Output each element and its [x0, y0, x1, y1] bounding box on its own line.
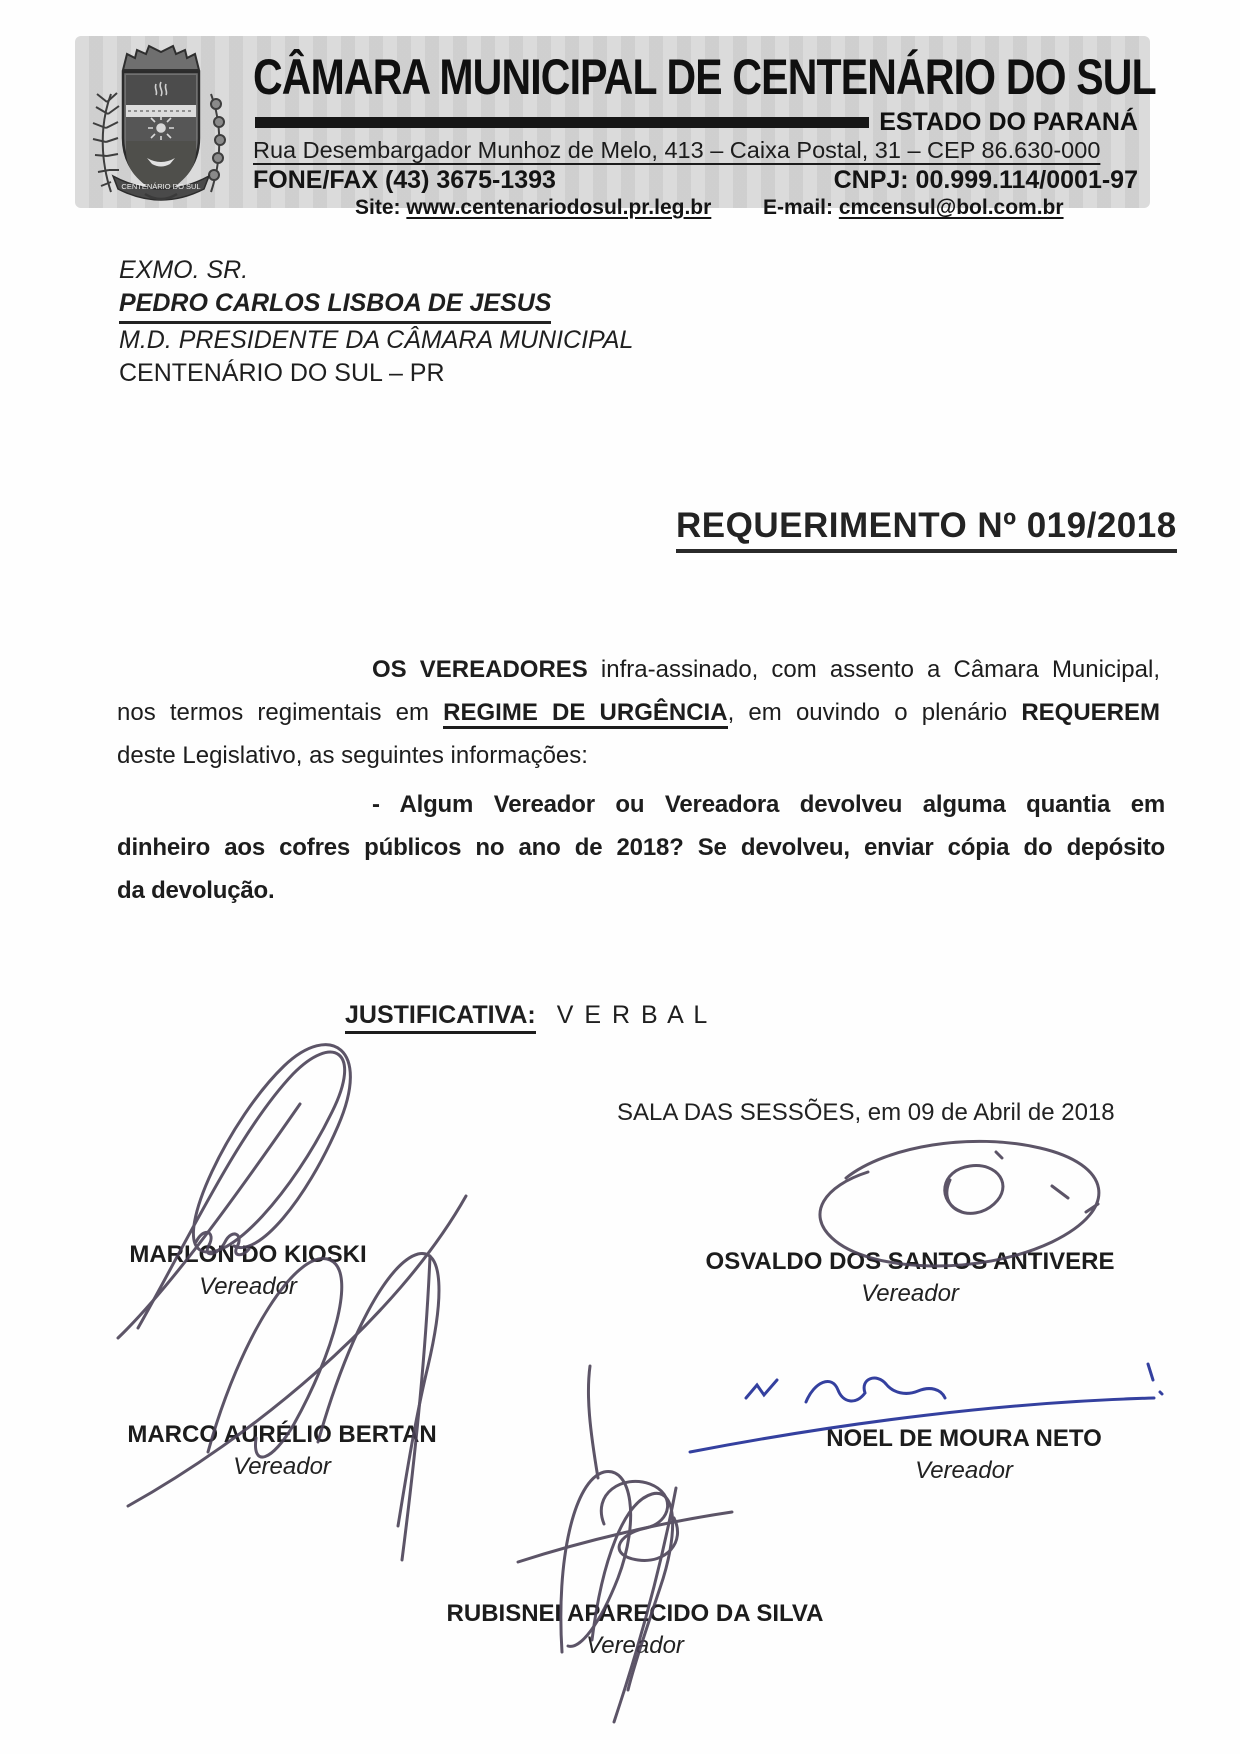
- text-run: , em ouvindo o plenário: [727, 699, 1022, 726]
- paragraph-line: dinheiro aos cofres públicos no ano de 2018? Se devolveu, enviar cópia do depósito: [117, 834, 1165, 861]
- signatory-role: Vereador: [586, 1632, 684, 1659]
- paragraph-line: - Algum Vereador ou Vereadora devolveu alguma quantia em: [372, 791, 1165, 818]
- address-line: Rua Desembargador Munhoz de Melo, 413 – Caixa Postal, 31 – CEP 86.630-000: [253, 137, 1101, 163]
- sun-rays-icon: [148, 116, 174, 140]
- email-address[interactable]: cmcensul@bol.com.br: [838, 196, 1064, 219]
- phone: FONE/FAX (43) 3675-1393: [253, 166, 556, 194]
- addressee-city: CENTENÁRIO DO SUL – PR: [119, 359, 445, 387]
- addressee-role: M.D. PRESIDENTE DA CÂMARA MUNICIPAL: [119, 326, 634, 354]
- signatory-block-osvaldo: [700, 1248, 1120, 1308]
- signatory-block-marco: [72, 1421, 492, 1481]
- signatory-name: OSVALDO DOS SANTOS ANTIVERE: [705, 1248, 1115, 1275]
- addressee-name: PEDRO CARLOS LISBOA DE JESUS: [119, 287, 551, 324]
- divider-bar: [255, 117, 869, 128]
- email: [763, 196, 1064, 220]
- paragraph-request: [117, 648, 1160, 777]
- text-run-bold-underline: REGIME DE URGÊNCIA: [443, 699, 727, 729]
- signatory-name: MARCO AURÉLIO BERTAN: [127, 1421, 437, 1448]
- text-run-bold: OS VEREADORES: [372, 656, 588, 683]
- letterhead: [75, 36, 1156, 219]
- paragraph-line: da devolução.: [117, 877, 275, 904]
- signatory-block-rubisnei: [425, 1600, 845, 1660]
- justification-line: [345, 1001, 709, 1030]
- signatory-block-noel: [754, 1425, 1174, 1485]
- signature-rubisnei: [518, 1366, 732, 1722]
- document-title: REQUERIMENTO Nº 019/2018: [676, 506, 1177, 553]
- phone-cnpj-row: [253, 166, 1138, 195]
- text-run: nos termos regimentais em: [117, 699, 444, 726]
- mural-crown-icon: [123, 46, 199, 70]
- site-url[interactable]: www.centenariodosul.pr.leg.br: [406, 196, 712, 219]
- signatory-block-marlon: [38, 1241, 458, 1301]
- signatory-name: MARLON DO KIOSKI: [129, 1241, 367, 1268]
- paragraph-line: [117, 648, 1160, 691]
- state-label: ESTADO DO PARANÁ: [879, 108, 1138, 136]
- signatory-name: RUBISNEI APARECIDO DA SILVA: [446, 1600, 824, 1627]
- org-name: CÂMARA MUNICIPAL DE CENTENÁRIO DO SUL: [253, 49, 1156, 105]
- paragraph-line: deste Legislativo, as seguintes informações:: [117, 742, 588, 769]
- salutation: EXMO. SR.: [119, 256, 249, 284]
- signatory-role: Vereador: [861, 1280, 959, 1307]
- state-row: [255, 108, 1138, 137]
- addressee-block: [119, 254, 633, 390]
- site-label: Site:: [355, 196, 401, 219]
- justification-label: JUSTIFICATIVA:: [345, 1001, 536, 1034]
- email-label: E-mail:: [763, 196, 834, 219]
- signatory-role: Vereador: [233, 1453, 331, 1480]
- session-dateline: SALA DAS SESSÕES, em 09 de Abril de 2018: [617, 1099, 1115, 1126]
- justification-value: V E R B A L: [556, 1001, 710, 1029]
- right-branch-icon: [209, 94, 225, 192]
- signatory-role: Vereador: [915, 1457, 1013, 1484]
- site: [355, 196, 711, 220]
- coat-of-arms: [85, 42, 237, 206]
- paragraph-question: [117, 783, 1165, 912]
- text-run-bold: REQUEREM: [1021, 699, 1160, 726]
- signatory-name: NOEL DE MOURA NETO: [826, 1425, 1102, 1452]
- text-run: infra-assinado, com assento a Câmara Municipal,: [587, 656, 1160, 683]
- signatory-role: Vereador: [199, 1273, 297, 1300]
- paragraph-line: [117, 691, 1160, 734]
- ribbon-text: CENTENÁRIO DO SUL: [121, 182, 201, 191]
- cnpj: CNPJ: 00.999.114/0001-97: [833, 166, 1138, 194]
